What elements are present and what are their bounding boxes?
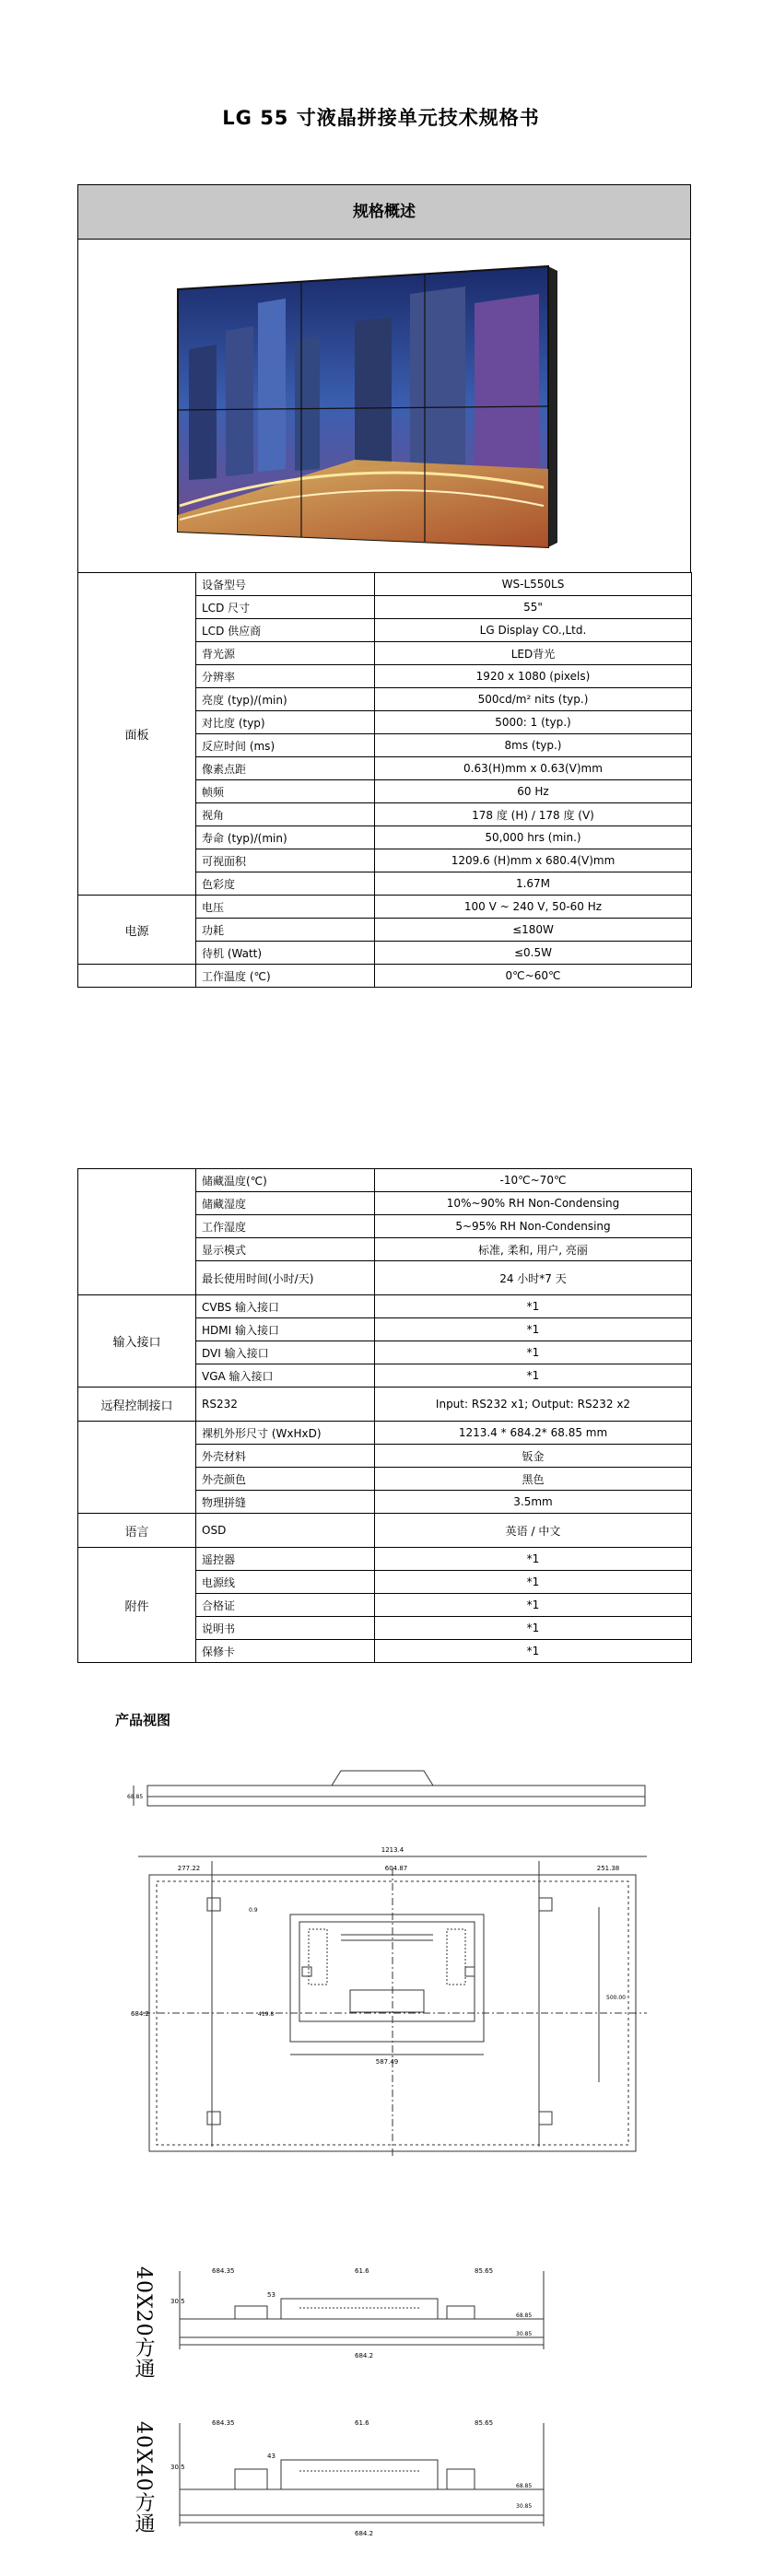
spec-value: ≤0.5W (375, 942, 692, 965)
spec-value: 0℃~60℃ (375, 965, 692, 988)
spec-label: 视角 (196, 803, 375, 826)
spec-label: 待机 (Watt) (196, 942, 375, 965)
spec-label: VGA 输入接口 (196, 1364, 375, 1388)
spec-value: 24 小时*7 天 (375, 1261, 692, 1295)
spec-group-label: 输入接口 (78, 1295, 196, 1388)
product-views-title: 产品视图 (115, 1712, 171, 1728)
spec-label: HDMI 输入接口 (196, 1318, 375, 1341)
spec-label: 工作湿度 (196, 1215, 375, 1238)
spec-label: 电压 (196, 896, 375, 919)
spec-label: 保修卡 (196, 1640, 375, 1663)
document-title: LG 55 寸液晶拼接单元技术规格书 (222, 107, 540, 129)
spec-label: LCD 尺寸 (196, 596, 375, 619)
drawing-dim-left: 277.22 (177, 1865, 201, 1872)
spec-value: Input: RS232 x1; Output: RS232 x2 (375, 1388, 692, 1422)
bracket1-dim-h: 30.85 (516, 2331, 533, 2337)
spec-value: 8ms (typ.) (375, 734, 692, 757)
spec-value: LED背光 (375, 642, 692, 665)
bracket1-dim-a: 684.35 (212, 2267, 235, 2275)
overview-header: 规格概述 (77, 184, 691, 240)
spec-group-label: 电源 (78, 896, 196, 965)
bracket2-drawing (170, 2414, 557, 2543)
spec-label: 储藏温度(℃) (196, 1169, 375, 1192)
bracket2-dim-a: 684.35 (212, 2419, 235, 2427)
spec-value: 1.67M (375, 872, 692, 896)
bracket2-dim-b: 61.6 (355, 2419, 369, 2427)
spec-group-label: 远程控制接口 (78, 1388, 196, 1422)
spec-label: 帧频 (196, 780, 375, 803)
spec-value: 5~95% RH Non-Condensing (375, 1215, 692, 1238)
spec-label: 对比度 (typ) (196, 711, 375, 734)
spec-row (78, 1295, 692, 1318)
spec-label: 物理拼缝 (196, 1491, 375, 1514)
spec-row (78, 1422, 692, 1445)
bracket1-dim-f: 684.2 (355, 2352, 374, 2359)
spec-group-label: 语言 (78, 1514, 196, 1548)
spec-value: 3.5mm (375, 1491, 692, 1514)
spec-value: *1 (375, 1364, 692, 1388)
bracket2-side-label: 40X40方通 (132, 2421, 155, 2535)
spec-label: CVBS 输入接口 (196, 1295, 375, 1318)
spec-label: 遥控器 (196, 1548, 375, 1571)
spec-row (78, 965, 692, 988)
spec-row (78, 1388, 692, 1422)
spec-label: 色彩度 (196, 872, 375, 896)
bracket1-drawing (170, 2262, 557, 2372)
spec-value: 钣金 (375, 1445, 692, 1468)
spec-value: 1213.4 * 684.2* 68.85 mm (375, 1422, 692, 1445)
bracket1-dim-c: 85.65 (475, 2267, 494, 2275)
spec-label: RS232 (196, 1388, 375, 1422)
spec-label: 外壳颜色 (196, 1468, 375, 1491)
technical-drawing (120, 1760, 682, 2179)
spec-label: 工作温度 (℃) (196, 965, 375, 988)
spec-group-label: 附件 (78, 1548, 196, 1663)
drawing-width-label: 1213.4 (381, 1846, 404, 1854)
spec-value: *1 (375, 1594, 692, 1617)
bracket1-side-label: 40X20方通 (132, 2266, 155, 2380)
spec-group-label (78, 1169, 196, 1295)
spec-label: LCD 供应商 (196, 619, 375, 642)
bracket1-dim-g: 68.85 (516, 2313, 533, 2319)
drawing-dim-right: 251.38 (596, 1865, 620, 1872)
bracket1-dim-b: 61.6 (355, 2267, 369, 2275)
spec-value: *1 (375, 1318, 692, 1341)
spec-value: *1 (375, 1548, 692, 1571)
spec-group-label: 面板 (78, 573, 196, 896)
drawing-height-label: 684.2 (130, 2010, 150, 2018)
spec-label: 可视面积 (196, 849, 375, 872)
spec-value: *1 (375, 1341, 692, 1364)
spec-value: 1920 x 1080 (pixels) (375, 665, 692, 688)
spec-label: 反应时间 (ms) (196, 734, 375, 757)
spec-label: 寿命 (typ)/(min) (196, 826, 375, 849)
spec-value: ≤180W (375, 919, 692, 942)
drawing-small-dim: 0.9 (249, 1907, 258, 1914)
bracket2-dim-c: 85.65 (475, 2419, 494, 2427)
bracket2-dim-d: 30.5 (170, 2464, 185, 2471)
spec-label: 像素点距 (196, 757, 375, 780)
bracket2-dim-g: 68.85 (516, 2483, 533, 2489)
spec-value: 10%~90% RH Non-Condensing (375, 1192, 692, 1215)
spec-label: 电源线 (196, 1571, 375, 1594)
product-photo-box (77, 239, 691, 573)
spec-row (78, 573, 692, 596)
spec-group-label (78, 1422, 196, 1514)
spec-value: 1209.6 (H)mm x 680.4(V)mm (375, 849, 692, 872)
spec-value: 60 Hz (375, 780, 692, 803)
spec-label: 最长使用时间(小时/天) (196, 1261, 375, 1295)
bracket2-dim-h: 30.85 (516, 2503, 533, 2510)
spec-value: *1 (375, 1295, 692, 1318)
bracket1-dim-d: 30.5 (170, 2298, 185, 2305)
spec-label: 功耗 (196, 919, 375, 942)
spec-value: 178 度 (H) / 178 度 (V) (375, 803, 692, 826)
spec-label: 亮度 (typ)/(min) (196, 688, 375, 711)
spec-value: *1 (375, 1617, 692, 1640)
spec-label: 显示模式 (196, 1238, 375, 1261)
bracket2-dim-f: 684.2 (355, 2530, 374, 2537)
spec-label: 外壳材料 (196, 1445, 375, 1468)
spec-row (78, 1548, 692, 1571)
spec-group-label (78, 965, 196, 988)
video-wall-product-image (78, 239, 690, 572)
drawing-inner-width: 587.49 (375, 2058, 399, 2066)
spec-row (78, 896, 692, 919)
side-view (134, 1771, 645, 1806)
spec-value: 500cd/m² nits (typ.) (375, 688, 692, 711)
front-view (138, 1856, 647, 2158)
bracket2-dim-e: 43 (267, 2453, 275, 2460)
spec-label: 分辨率 (196, 665, 375, 688)
spec-value: LG Display CO.,Ltd. (375, 619, 692, 642)
spec-label: DVI 输入接口 (196, 1341, 375, 1364)
spec-value: *1 (375, 1640, 692, 1663)
spec-value: -10℃~70℃ (375, 1169, 692, 1192)
spec-value: 标准, 柔和, 用户, 亮丽 (375, 1238, 692, 1261)
spec-value: *1 (375, 1571, 692, 1594)
spec-table-misc (77, 1168, 692, 1663)
drawing-depth-label: 68.85 (127, 1794, 144, 1800)
spec-value: 55" (375, 596, 692, 619)
spec-label: 设备型号 (196, 573, 375, 596)
spec-value: WS-L550LS (375, 573, 692, 596)
spec-label: 说明书 (196, 1617, 375, 1640)
spec-row (78, 1169, 692, 1192)
spec-table-panel (77, 572, 692, 988)
spec-value: 50,000 hrs (min.) (375, 826, 692, 849)
spec-label: OSD (196, 1514, 375, 1548)
drawing-side-dim: 500.00 (606, 1995, 626, 2001)
spec-label: 背光源 (196, 642, 375, 665)
spec-value: 黑色 (375, 1468, 692, 1491)
drawing-dim-center: 604.87 (384, 1865, 408, 1872)
spec-label: 合格证 (196, 1594, 375, 1617)
drawing-inner-height: 419.8 (258, 2011, 275, 2018)
bracket1-dim-e: 53 (267, 2291, 275, 2299)
spec-row (78, 1514, 692, 1548)
spec-value: 英语 / 中文 (375, 1514, 692, 1548)
spec-label: 裸机外形尺寸 (WxHxD) (196, 1422, 375, 1445)
spec-label: 储藏湿度 (196, 1192, 375, 1215)
spec-value: 100 V ~ 240 V, 50-60 Hz (375, 896, 692, 919)
spec-value: 5000: 1 (typ.) (375, 711, 692, 734)
spec-value: 0.63(H)mm x 0.63(V)mm (375, 757, 692, 780)
